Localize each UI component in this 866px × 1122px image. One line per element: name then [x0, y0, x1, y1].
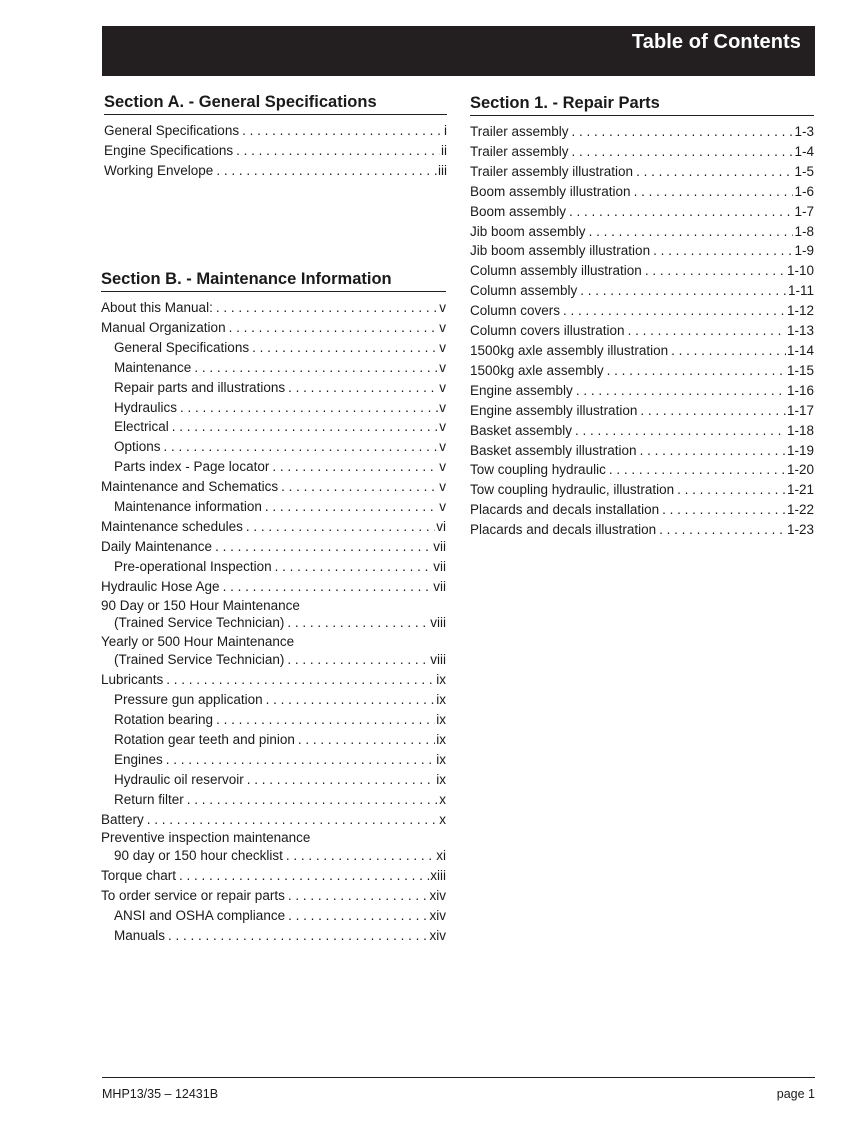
toc-page: v [439, 359, 446, 375]
toc-entry[interactable] [470, 381, 814, 401]
toc-page: ix [436, 751, 446, 767]
toc-label: 1500kg axle assembly [470, 362, 604, 378]
toc-label: Boom assembly illustration [470, 183, 631, 199]
toc-entry[interactable] [101, 770, 446, 790]
toc-label: General Specifications [114, 339, 250, 355]
toc-label: Pressure gun application [114, 692, 263, 708]
toc-label: Jib boom assembly illustration [470, 243, 651, 259]
leader-dots [179, 866, 429, 886]
leader-dots [272, 457, 438, 477]
toc-label: 1500kg axle assembly illustration [470, 342, 669, 358]
toc-label: 90 Day or 150 Hour Maintenance [101, 597, 300, 613]
toc-page: v [439, 479, 446, 495]
leader-dots [288, 378, 438, 398]
toc-label: Basket assembly illustration [470, 442, 637, 458]
leader-dots [572, 142, 794, 162]
leader-dots [287, 651, 429, 668]
toc-label: Battery [101, 811, 144, 827]
leader-dots [147, 810, 438, 830]
toc-page: xiv [429, 928, 446, 943]
leader-dots [168, 926, 428, 946]
header-bar [102, 26, 815, 76]
toc-entry[interactable] [470, 162, 814, 182]
toc-entry[interactable] [101, 358, 446, 378]
toc-entry[interactable] [101, 906, 446, 926]
toc-page: xiv [429, 908, 446, 924]
toc-label: Hydraulic oil reservoir [114, 771, 244, 787]
toc-label: Engines [114, 751, 163, 767]
toc-page: v [439, 459, 446, 475]
toc-entry[interactable] [104, 121, 447, 141]
toc-entry[interactable] [101, 517, 446, 537]
toc-label: Engine assembly illustration [470, 402, 638, 418]
toc-entry[interactable] [101, 298, 446, 318]
toc-page: viii [430, 615, 446, 630]
toc-page: ix [436, 692, 446, 708]
toc-label: Column assembly [470, 283, 578, 299]
toc-entry[interactable] [470, 480, 814, 500]
toc-entry[interactable] [470, 401, 814, 421]
toc-entry[interactable] [470, 301, 814, 321]
leader-dots [580, 281, 787, 301]
toc-label-continued: 90 day or 150 hour checklist [114, 847, 283, 863]
toc-page: vii [433, 538, 446, 554]
toc-label: Preventive inspection maintenance [101, 830, 311, 846]
toc-entry[interactable] [101, 866, 446, 886]
toc-label: Lubricants [101, 672, 164, 688]
section-a-list [104, 121, 447, 181]
toc-page: 1-12 [786, 303, 814, 319]
toc-entry[interactable] [101, 378, 446, 398]
leader-dots [563, 301, 786, 321]
leader-dots [572, 122, 794, 142]
toc-entry[interactable] [104, 161, 447, 181]
toc-page: 1-16 [786, 382, 814, 398]
toc-label: Engine assembly [470, 382, 573, 398]
toc-label: Basket assembly [470, 422, 573, 438]
toc-label: Tow coupling hydraulic [470, 462, 606, 478]
toc-label: Boom assembly [470, 203, 567, 219]
toc-entry[interactable] [101, 810, 446, 830]
leader-dots [287, 614, 429, 631]
leader-dots [671, 341, 786, 361]
leader-dots [265, 497, 438, 517]
toc-label: Yearly or 500 Hour Maintenance [101, 634, 295, 650]
leader-dots [164, 437, 439, 457]
toc-entry[interactable] [470, 460, 814, 480]
toc-page: 1-5 [794, 163, 814, 179]
toc-label: Engine Specifications [104, 142, 234, 158]
toc-page: 1-21 [786, 482, 814, 498]
toc-label: Trailer assembly [470, 124, 569, 139]
toc-page: 1-7 [794, 203, 814, 219]
leader-dots [275, 557, 433, 577]
leader-dots [172, 417, 438, 437]
toc-label: Torque chart [101, 868, 177, 884]
toc-entry[interactable] [101, 338, 446, 358]
leader-dots [286, 847, 435, 864]
toc-page: i [444, 123, 447, 138]
toc-page: vi [436, 518, 446, 534]
leader-dots [677, 480, 786, 500]
toc-label: Trailer assembly [470, 143, 569, 159]
toc-entry[interactable] [470, 341, 814, 361]
leader-dots [187, 790, 438, 810]
toc-entry[interactable] [101, 750, 446, 770]
toc-page: ii [441, 142, 447, 158]
leader-dots [576, 381, 786, 401]
toc-entry[interactable] [101, 790, 446, 810]
footer-page-number: page 1 [776, 1087, 815, 1101]
toc-entry[interactable] [101, 318, 446, 338]
toc-label: ANSI and OSHA compliance [114, 908, 286, 924]
toc-entry[interactable] [101, 670, 446, 690]
toc-label: Pre-operational Inspection [114, 558, 272, 574]
toc-label: Electrical [114, 419, 169, 435]
toc-page: x [439, 791, 446, 807]
leader-dots [229, 318, 439, 338]
toc-page: iii [438, 162, 447, 178]
leader-dots [662, 500, 786, 520]
footer-rule [102, 1077, 815, 1078]
leader-dots [216, 161, 437, 181]
toc-page: 1-20 [786, 462, 814, 478]
toc-entry[interactable] [101, 926, 446, 946]
section-1-title: Section 1. - Repair Parts [470, 94, 814, 116]
toc-page: ix [436, 731, 446, 747]
toc-label: Placards and decals installation [470, 502, 660, 518]
toc-label-continued: (Trained Service Technician) [114, 651, 285, 667]
toc-page: v [439, 399, 446, 415]
leader-dots [640, 441, 786, 461]
leader-dots [166, 670, 435, 690]
toc-entry[interactable] [101, 633, 446, 668]
toc-label: Repair parts and illustrations [114, 379, 286, 395]
toc-label: Parts index - Page locator [114, 459, 270, 475]
leader-dots [575, 421, 786, 441]
toc-entry[interactable] [101, 537, 446, 557]
section-a-title: Section A. - General Specifications [104, 93, 447, 115]
toc-page: vii [433, 578, 446, 594]
toc-entry[interactable] [470, 361, 814, 381]
toc-page: 1-8 [794, 223, 814, 239]
toc-page: 1-15 [786, 362, 814, 378]
toc-label: Maintenance and Schematics [101, 479, 279, 495]
leader-dots [281, 477, 438, 497]
toc-label: General Specifications [104, 123, 240, 138]
toc-entry[interactable] [470, 441, 814, 461]
toc-entry[interactable] [101, 477, 446, 497]
toc-label: Options [114, 439, 161, 455]
toc-page: ix [436, 712, 446, 728]
toc-entry[interactable] [470, 261, 814, 281]
toc-label: Hydraulics [114, 399, 178, 415]
toc-entry[interactable] [470, 222, 814, 242]
toc-label: Column covers illustration [470, 323, 625, 339]
toc-entry[interactable] [101, 577, 446, 597]
toc-entry[interactable] [101, 886, 446, 906]
toc-entry[interactable] [101, 417, 446, 437]
toc-label: Working Envelope [104, 162, 214, 178]
toc-page: v [439, 419, 446, 435]
leader-dots [215, 537, 432, 557]
toc-label: Return filter [114, 791, 184, 807]
section-a [104, 93, 447, 181]
toc-page: 1-22 [786, 502, 814, 518]
leader-dots [216, 710, 435, 730]
toc-page: 1-17 [786, 402, 814, 418]
toc-page: xiii [430, 868, 446, 884]
toc-label: Manual Organization [101, 319, 226, 335]
toc-entry[interactable] [101, 597, 446, 632]
toc-entry[interactable] [101, 730, 446, 750]
toc-page: ix [436, 771, 446, 787]
toc-label: Trailer assembly illustration [470, 163, 634, 179]
leader-dots [180, 398, 438, 418]
toc-label: About this Manual: [101, 300, 213, 315]
toc-page: vii [433, 558, 446, 574]
toc-page: 1-19 [786, 442, 814, 458]
toc-page: xi [436, 847, 446, 863]
toc-entry[interactable] [470, 182, 814, 202]
toc-page: v [439, 379, 446, 395]
toc-page: 1-9 [794, 243, 814, 259]
toc-page: 1-11 [787, 283, 814, 299]
toc-entry[interactable] [470, 281, 814, 301]
leader-dots [288, 906, 428, 926]
toc-label: Rotation gear teeth and pinion [114, 731, 295, 747]
leader-dots [653, 241, 793, 261]
toc-entry[interactable] [101, 690, 446, 710]
toc-page: v [439, 300, 446, 315]
toc-page: 1-13 [786, 323, 814, 339]
toc-entry[interactable] [470, 202, 814, 222]
leader-dots [640, 401, 786, 421]
toc-label: Jib boom assembly [470, 223, 586, 239]
toc-entry[interactable] [470, 421, 814, 441]
leader-dots [223, 577, 433, 597]
toc-entry[interactable] [101, 710, 446, 730]
toc-label: Maintenance information [114, 499, 262, 515]
toc-label: Maintenance schedules [101, 518, 243, 534]
leader-dots [636, 162, 793, 182]
toc-label: Column assembly illustration [470, 263, 642, 279]
toc-label: Tow coupling hydraulic, illustration [470, 482, 675, 498]
leader-dots [659, 520, 786, 540]
section-b-list [101, 298, 446, 946]
toc-page: v [439, 319, 446, 335]
leader-dots [194, 358, 438, 378]
leader-dots [166, 750, 435, 770]
toc-entry[interactable] [101, 437, 446, 457]
leader-dots [242, 121, 443, 141]
toc-entry[interactable] [101, 457, 446, 477]
section-b-title: Section B. - Maintenance Information [101, 270, 446, 292]
toc-label: Placards and decals illustration [470, 522, 657, 538]
toc-label: Hydraulic Hose Age [101, 578, 220, 594]
toc-entry[interactable] [470, 142, 814, 162]
toc-label: Column covers [470, 303, 561, 319]
leader-dots [645, 261, 786, 281]
footer-doc-id: MHP13/35 – 12431B [102, 1087, 219, 1101]
toc-label: To order service or repair parts [101, 888, 285, 904]
toc-entry[interactable] [101, 829, 446, 864]
section-b [101, 270, 446, 946]
toc-page: 1-18 [786, 422, 814, 438]
toc-label: Daily Maintenance [101, 538, 213, 554]
leader-dots [247, 770, 435, 790]
leader-dots [266, 690, 436, 710]
toc-page: viii [430, 651, 446, 667]
leader-dots [569, 202, 793, 222]
toc-page: 1-6 [794, 183, 814, 199]
toc-page: v [439, 439, 446, 455]
toc-page: 1-23 [786, 522, 814, 538]
toc-entry[interactable] [104, 141, 447, 161]
toc-page: xiv [429, 888, 446, 904]
toc-label-continued: (Trained Service Technician) [114, 615, 285, 630]
toc-page: 1-10 [786, 263, 814, 279]
toc-page: ix [436, 672, 446, 688]
section-1-list [470, 122, 814, 540]
toc-label: Rotation bearing [114, 712, 214, 728]
leader-dots [609, 460, 786, 480]
section-1 [470, 94, 814, 540]
leader-dots [252, 338, 438, 358]
toc-entry[interactable] [101, 398, 446, 418]
toc-entry[interactable] [470, 520, 814, 540]
leader-dots [607, 361, 786, 381]
page-title: Table of Contents [631, 31, 801, 53]
leader-dots [288, 886, 429, 906]
toc-page: 1-4 [794, 143, 814, 159]
leader-dots [216, 298, 438, 318]
leader-dots [589, 222, 794, 242]
toc-entry[interactable] [101, 557, 446, 577]
toc-page: x [439, 811, 446, 827]
toc-entry[interactable] [470, 321, 814, 341]
toc-entry[interactable] [470, 241, 814, 261]
toc-entry[interactable] [470, 500, 814, 520]
toc-label: Maintenance [114, 359, 192, 375]
leader-dots [236, 141, 440, 161]
toc-page: v [439, 499, 446, 515]
leader-dots [628, 321, 786, 341]
leader-dots [634, 182, 794, 202]
leader-dots [298, 730, 435, 750]
toc-entry[interactable] [101, 497, 446, 517]
leader-dots [246, 517, 435, 537]
toc-entry[interactable] [470, 122, 814, 142]
toc-page: 1-3 [794, 124, 814, 139]
toc-page: 1-14 [786, 342, 814, 358]
toc-label: Manuals [114, 928, 166, 943]
toc-page: v [439, 339, 446, 355]
